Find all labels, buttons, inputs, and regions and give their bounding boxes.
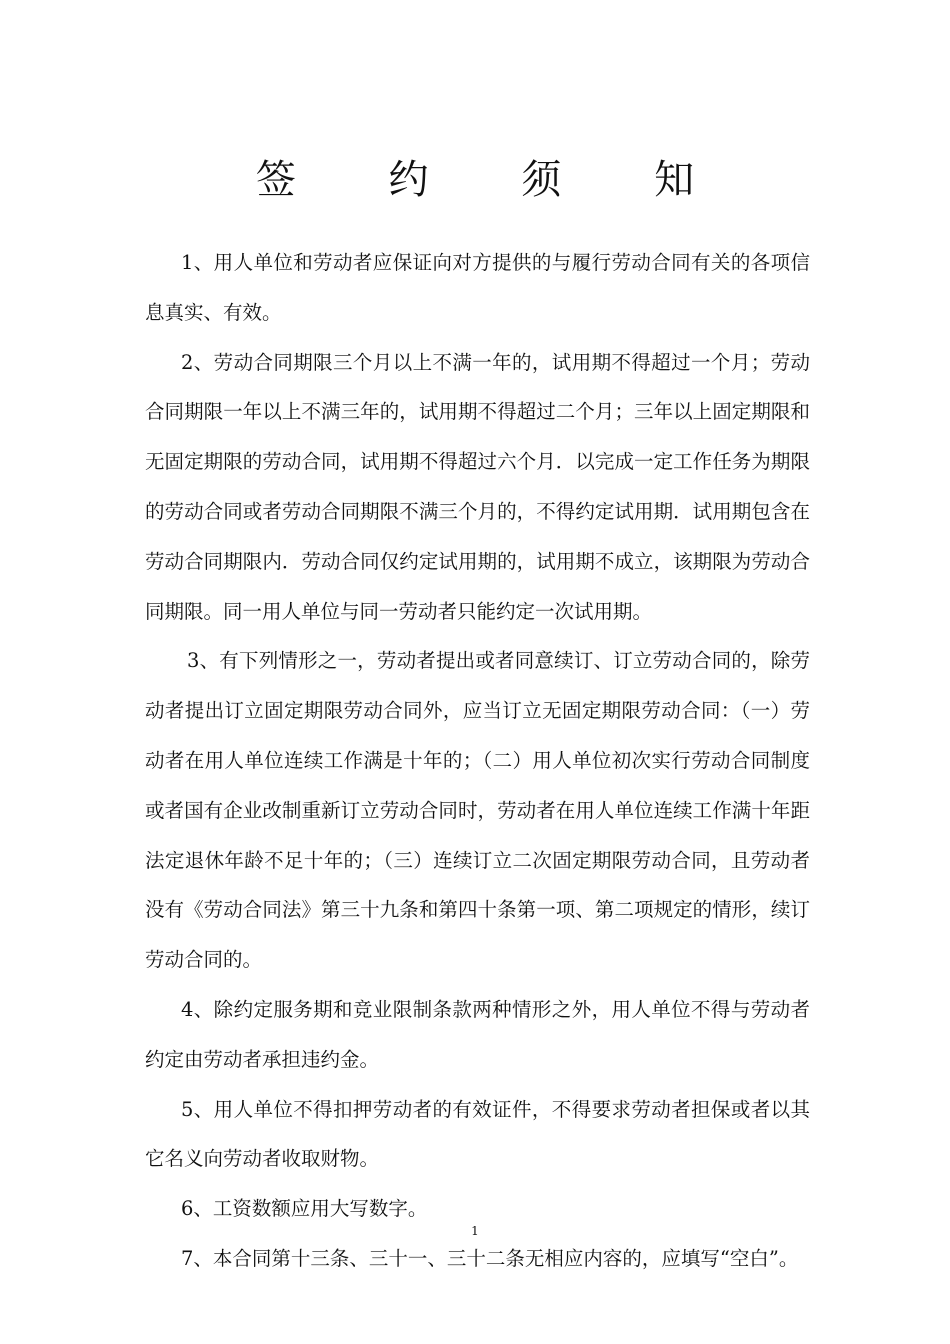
page-title: 签 约 须 知 [255,157,735,203]
page-number: 1 [471,1224,479,1238]
paragraph-1: 1、用人单位和劳动者应保证向对方提供的与履行劳动合同有关的各项信息真实、有效。 [145,251,810,324]
notice-body [145,238,810,1284]
paragraph-4: 4、除约定服务期和竞业限制条款两种情形之外，用人单位不得与劳动者约定由劳动者承担违约金。 [145,997,810,1071]
paragraph-7: 7、本合同第十三条、三十一、三十二条无相应内容的，应填写“空白”。 [181,1246,799,1270]
paragraph-6: 6、工资数额应用大写数字。 [181,1197,428,1221]
paragraph-2: 2、劳动合同期限三个月以上不满一年的，试用期不得超过一个月；劳动合同期限一年以上不满三年的，试用期不得超过二个月；三年以上固定期限和无固定期限的劳动合同，试用期不得超过六个月．以完成一定工作任务为期限的劳动合同或者劳动合同期限不满三个月的，不得约定试用期．试用期包含在劳动合同期限内．劳动合同仅约定试用期的，试用期不成立，该期限为劳动合同期限。同一用人单位与同一劳动者只能约定一次试用期。 [145,350,810,623]
paragraph-3: 3、有下列情形之一，劳动者提出或者同意续订、订立劳动合同的，除劳动者提出订立固定期限劳动合同外，应当订立无固定期限劳动合同：（一）劳动者在用人单位连续工作满是十年的；（二）用人单位初次实行劳动合同制度或者国有企业改制重新订立劳动合同时，劳动者在用人单位连续工作满十年距法定退休年龄不足十年的；（三）连续订立二次固定期限劳动合同，且劳动者没有《劳动合同法》第三十九条和第四十条第一项、第二项规定的情形，续订劳动合同的。 [145,649,810,972]
paragraph-5: 5、用人单位不得扣押劳动者的有效证件，不得要求劳动者担保或者以其它名义向劳动者收取财物。 [145,1097,810,1171]
